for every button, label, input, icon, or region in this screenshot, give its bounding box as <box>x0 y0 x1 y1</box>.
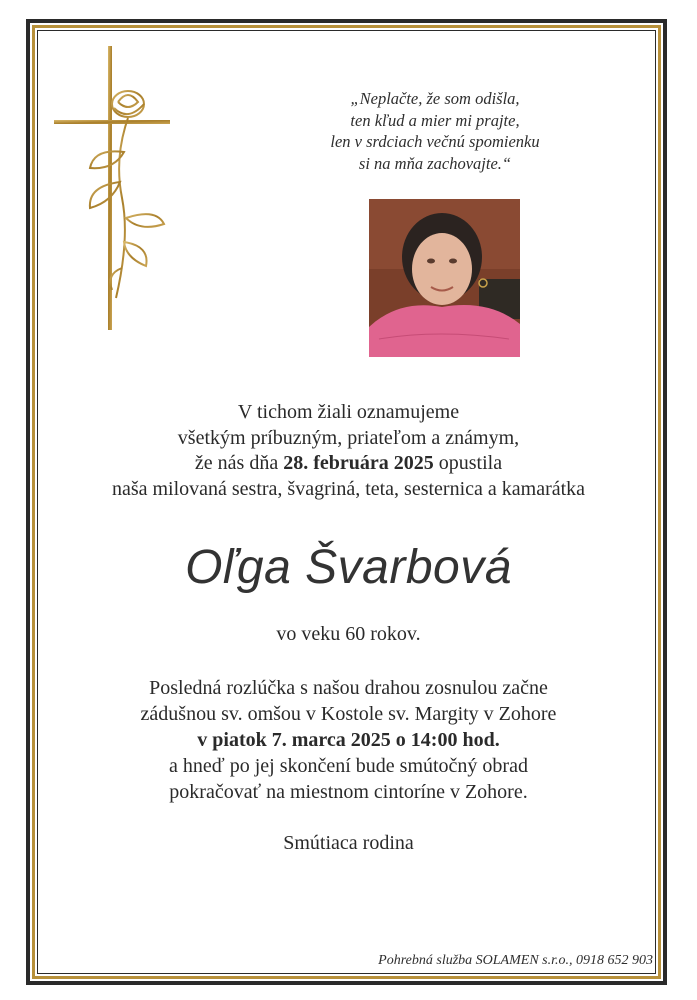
service-line: Posledná rozlúčka s našou drahou zosnulou začne <box>149 677 548 699</box>
date-suffix: opustila <box>438 452 503 474</box>
portrait-photo <box>369 199 520 357</box>
announcement-text <box>40 400 657 502</box>
family-signature: Smútiaca rodina <box>283 832 414 854</box>
age-text: vo veku 60 rokov. <box>276 623 421 645</box>
announcement-line <box>40 451 657 477</box>
memorial-quote <box>300 88 570 174</box>
cross-with-rose-icon <box>50 42 174 334</box>
funeral-service-footer: Pohrebná služba SOLAMEN s.r.o., 0918 652 903 <box>378 953 653 968</box>
announcement-line: naša milovaná sestra, švagriná, teta, sesternica a kamarátka <box>111 477 586 500</box>
announcement-line: V tichom žiali oznamujeme <box>237 401 460 423</box>
service-line: pokračovať na miestnom cintoríne v Zohore. <box>169 781 528 803</box>
announcement-line: všetkým príbuzným, priateľom a známym, <box>177 426 520 449</box>
date-prefix: že nás dňa <box>194 452 279 474</box>
death-date: 28. februára 2025 <box>283 452 434 474</box>
service-datetime <box>40 727 657 753</box>
funeral-service-text <box>40 675 657 805</box>
quote-line: si na mňa zachovajte.“ <box>358 153 512 173</box>
service-datetime-bold: v piatok 7. marca 2025 o 14:00 hod. <box>197 729 500 751</box>
service-line: zádušnou sv. omšou v Kostole sv. Margity v Zohore <box>140 703 557 725</box>
quote-line: len v srdciach večnú spomienku <box>330 132 540 151</box>
quote-line: ten kľud a mier mi prajte, <box>350 110 520 130</box>
quote-line: „Neplačte, že som odišla, <box>350 89 520 108</box>
deceased-name: Oľga Švarbová <box>185 541 512 594</box>
service-line: a hneď po jej skončení bude smútočný obrad <box>169 755 528 777</box>
